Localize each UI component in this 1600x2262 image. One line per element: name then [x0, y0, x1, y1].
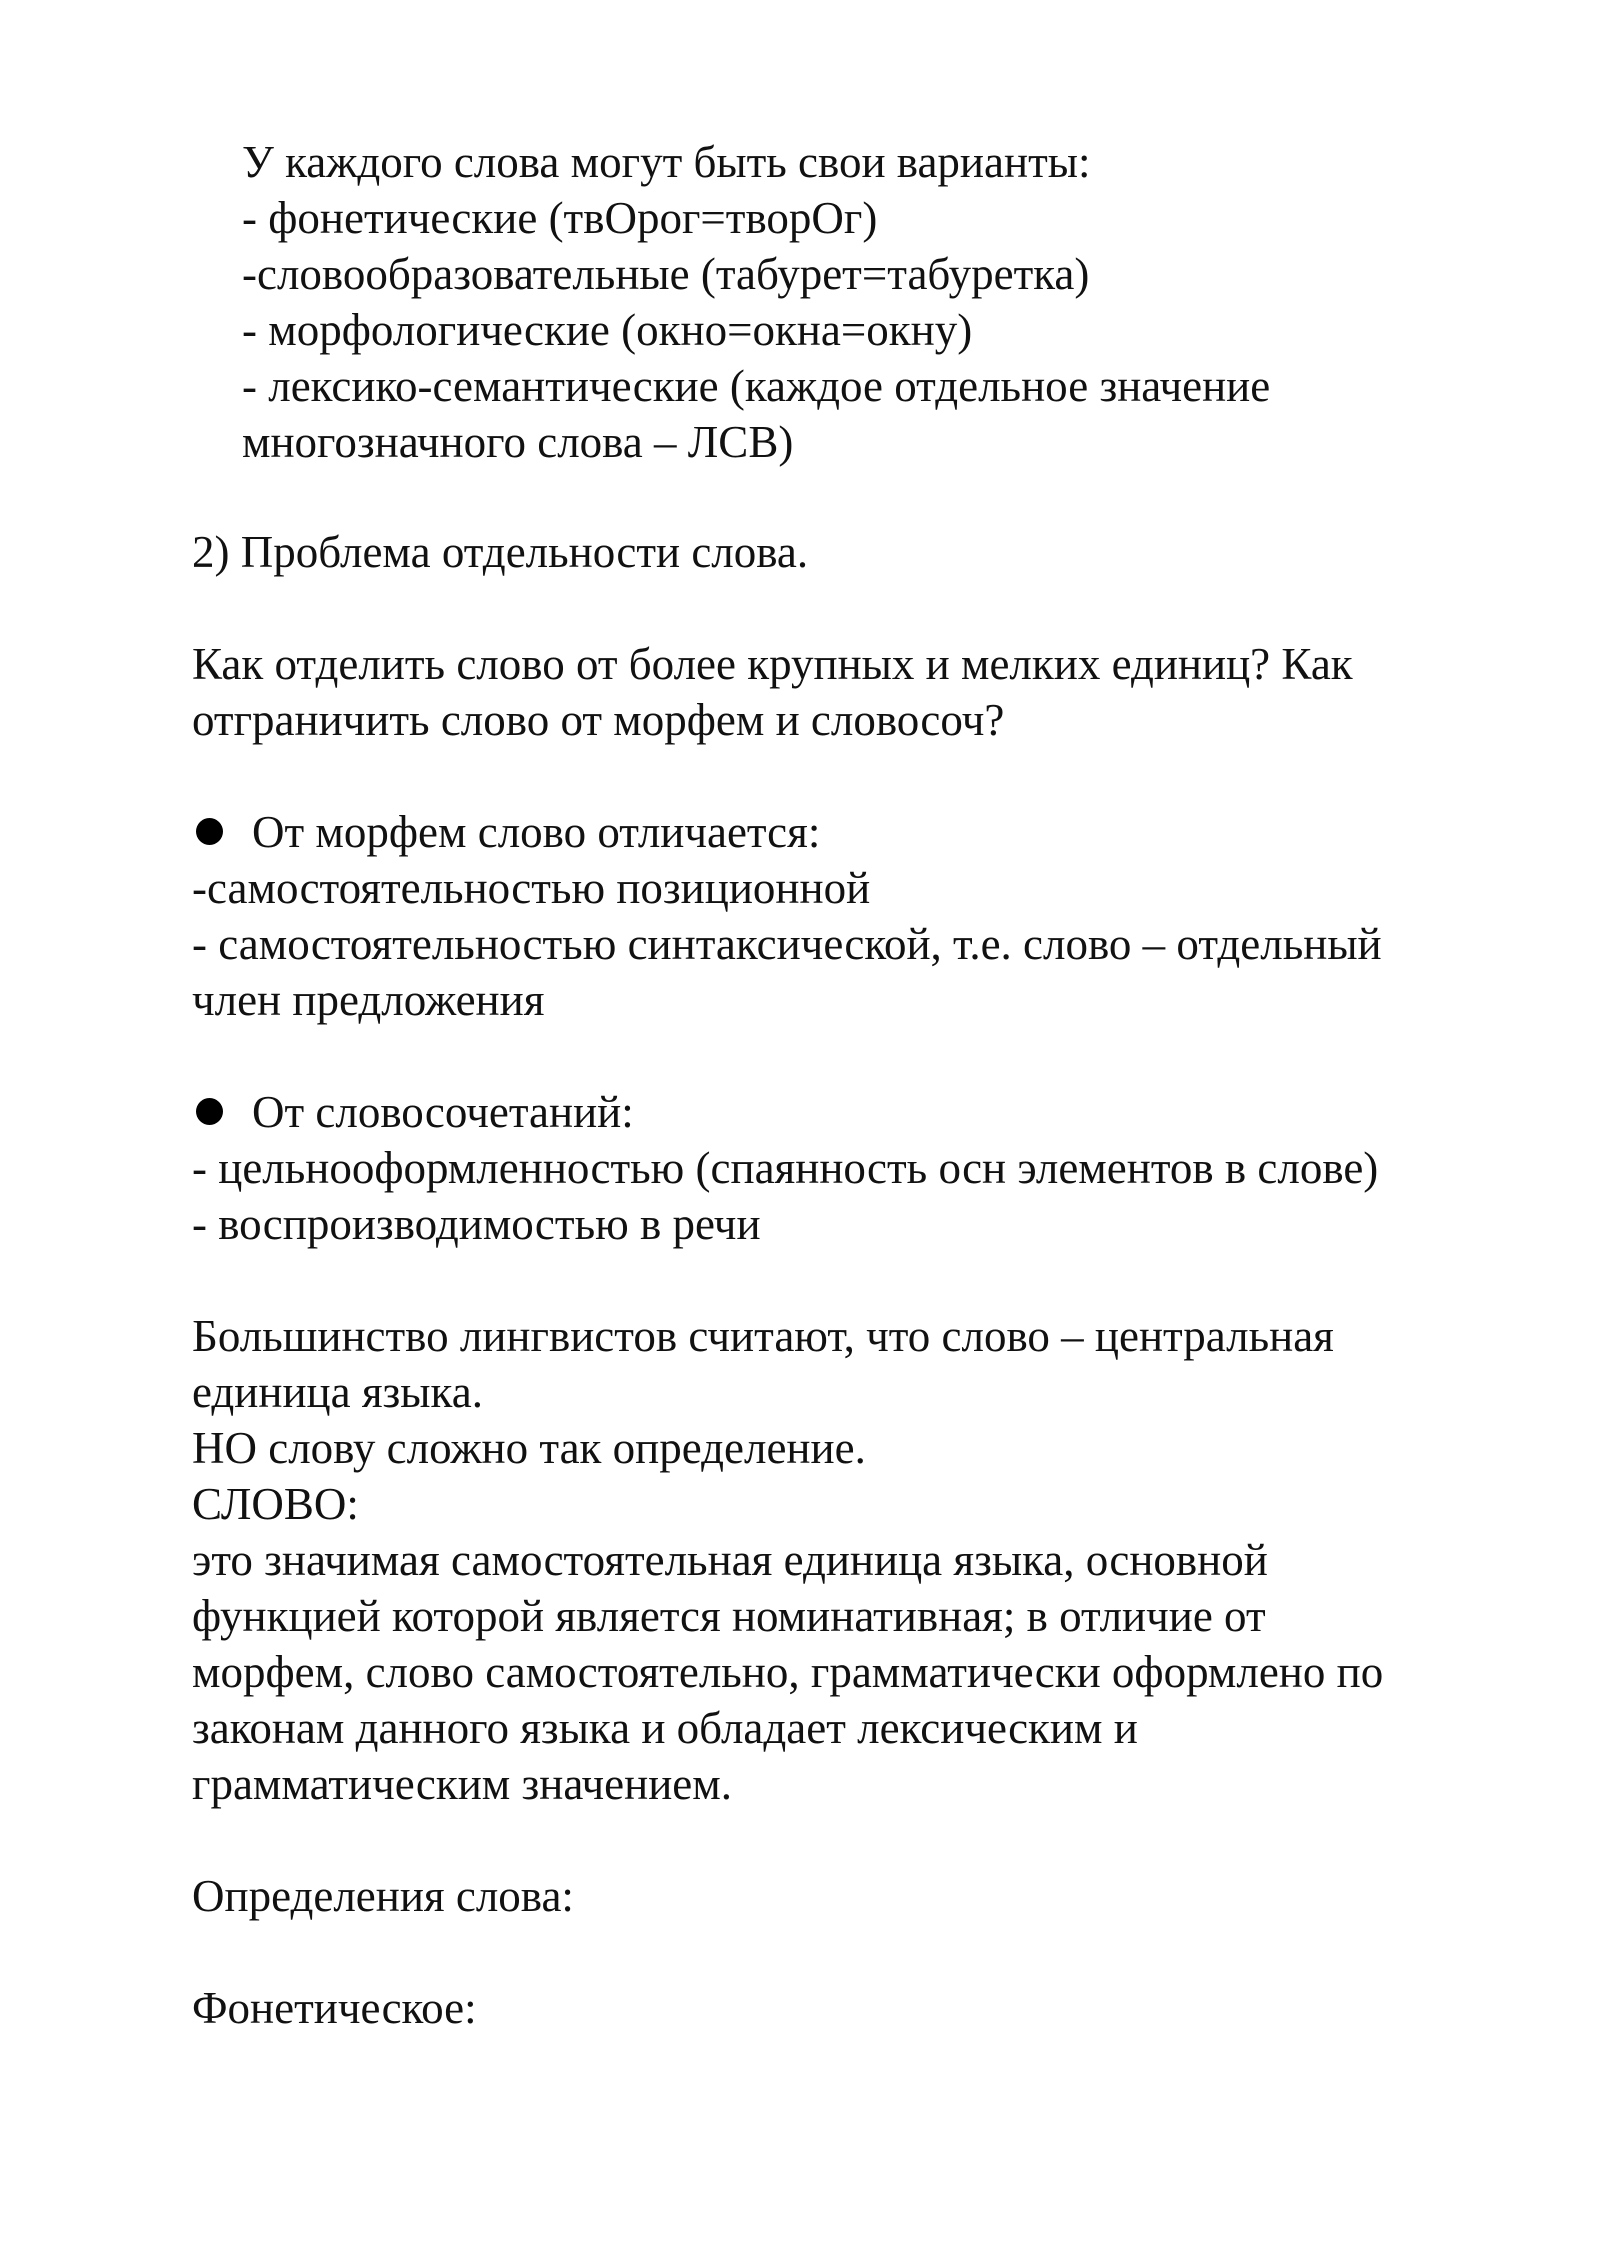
definition-line: это значимая самостоятельная единица языка, основной [192, 1535, 1268, 1585]
morphemes-line: член предложения [192, 975, 545, 1025]
variant-phonetic: - фонетические (твОрог=творОг) [242, 193, 878, 243]
definition-line: функцией которой является номинативная; в отличие от [192, 1591, 1266, 1641]
section-heading: 2) Проблема отдельности слова. [192, 527, 809, 577]
morphemes-line: -самостоятельностью позиционной [192, 863, 871, 913]
question-line: отграничить слово от морфем и словосоч? [192, 695, 1005, 745]
collocations-title: От словосочетаний: [252, 1087, 634, 1137]
question-line: Как отделить слово от более крупных и мелких единиц? Как [192, 639, 1353, 689]
definition-line: НО слову сложно так определение. [192, 1423, 866, 1473]
variant-morphological: - морфологические (окно=окна=окну) [242, 305, 973, 355]
definition-line: морфем, слово самостоятельно, грамматически оформлено по [192, 1647, 1384, 1697]
collocations-line: - воспроизводимостью в речи [192, 1199, 761, 1249]
variant-derivational: -словообразовательные (табурет=табуретка) [242, 249, 1090, 299]
phonetic-heading: Фонетическое: [192, 1983, 477, 2033]
bullet-icon [196, 818, 223, 845]
variants-intro: У каждого слова могут быть свои варианты: [242, 137, 1091, 187]
definition-line: единица языка. [192, 1367, 483, 1417]
definition-line: Большинство лингвистов считают, что слово – центральная [192, 1311, 1334, 1361]
collocations-line: - цельнооформленностью (спаянность осн элементов в слове) [192, 1143, 1379, 1193]
variant-lexical-semantic-cont: многозначного слова – ЛСВ) [242, 417, 794, 467]
definition-line: грамматическим значением. [192, 1759, 732, 1809]
definitions-heading: Определения слова: [192, 1871, 574, 1921]
bullet-icon [196, 1098, 223, 1125]
morphemes-title: От морфем слово отличается: [252, 807, 821, 857]
definition-line: СЛОВО: [192, 1479, 359, 1529]
variant-lexical-semantic: - лексико-семантические (каждое отдельное значение [242, 361, 1271, 411]
definition-line: законам данного языка и обладает лексическим и [192, 1703, 1138, 1753]
morphemes-line: - самостоятельностью синтаксической, т.е. слово – отдельный [192, 919, 1382, 969]
